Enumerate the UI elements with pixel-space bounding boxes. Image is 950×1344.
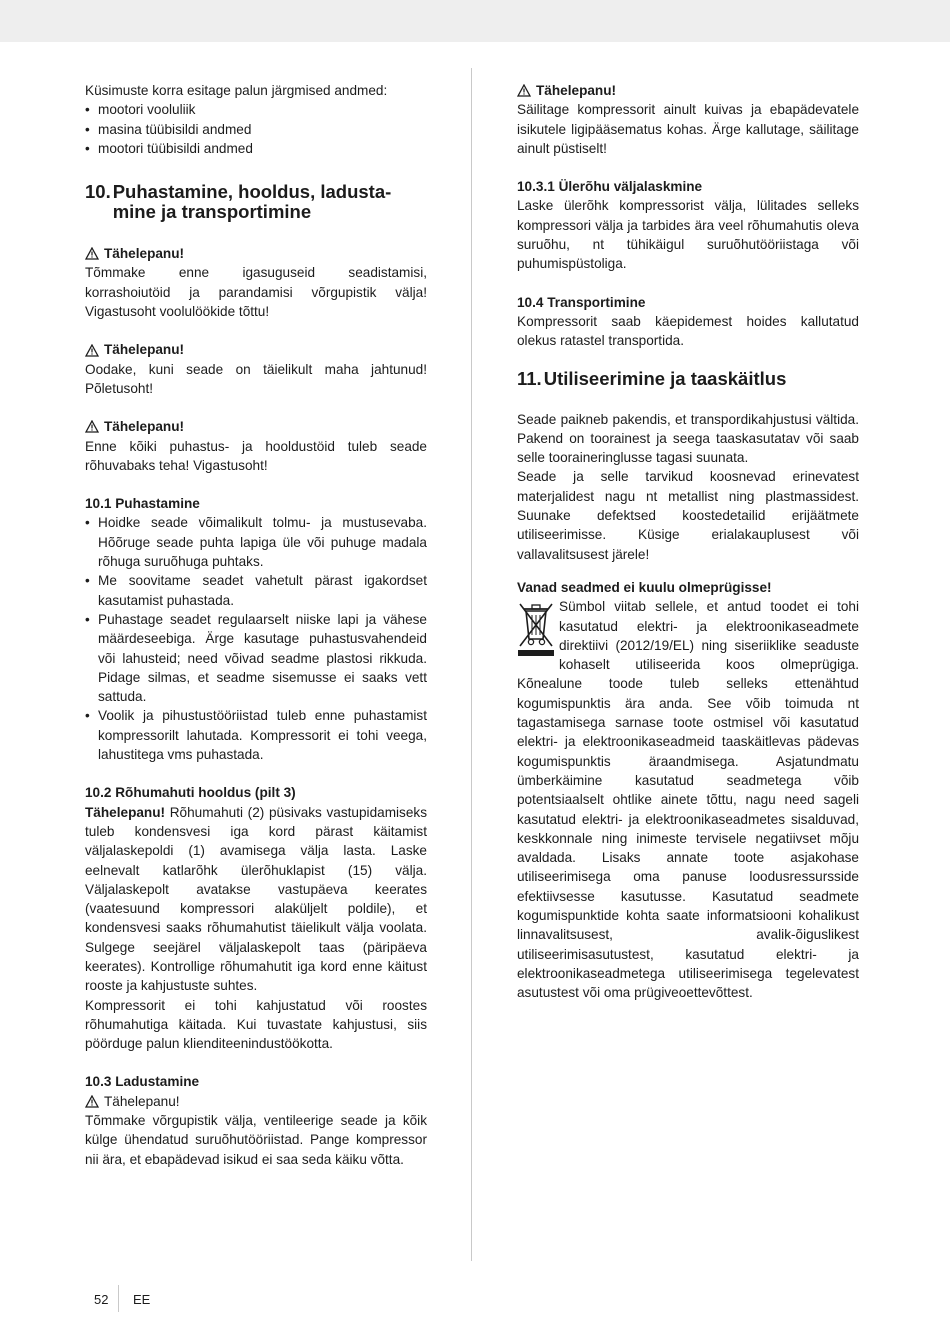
- section-title: Utiliseerimine ja taaskäitlus: [543, 367, 787, 389]
- warning-heading: Tähelepanu!: [85, 1092, 427, 1111]
- storage-text: Tõmmake võrgupistik välja, ventileerige seade ja kõik külge ühendatud suruõhutööriistad. Pange kompressor nii ära, et ebapädevad isikud ei saa seda käiku võtta.: [85, 1113, 427, 1167]
- list-item: • Voolik ja pihustustööriistad tuleb enne puhastamist kompressorilt lahutada. Kompressorit ei tohi veega, lahustitega vms puhastada.: [85, 706, 427, 764]
- right-column: [517, 81, 859, 1002]
- cleaning-list: [85, 513, 427, 764]
- warning-heading: Tähelepanu!: [517, 81, 859, 100]
- section-11-heading: [517, 369, 859, 389]
- list-item: • Hoidke seade võimalikult tolmu- ja mustusevaba. Hõõruge seade puhta lapiga üle või puhuge madala rõhuga suruõhuga puhtaks.: [85, 513, 427, 571]
- subsection-heading: 10.2 Rõhumahuti hooldus (pilt 3): [85, 785, 296, 801]
- warning-heading: Tähelepanu!: [85, 340, 427, 359]
- warning-triangle-icon: [517, 84, 531, 97]
- warning-text: Säilitage kompressorit ainult kuivas ja ebapädevatele isikutele ligipääsematus kohas. Ärge kallutage, säilitage ainult püstiselt!: [517, 102, 859, 156]
- footer-divider: [118, 1285, 119, 1312]
- weee-text: Sümbol viitab sellele, et antud toodet ei tohi kasutatud elektri- ja elektroonikaseadmete direktiivi (2012/19/EL) ning siseriiklike seaduste kohaselt utiliseerida koos olmeprügiga. Kõnealune toode tuleb selleks ettenähtud kogumispunktis ära anda. See võib toimuda nt tagastamisega sarnase toote ostmisel või kasutatud elektri- ja elektroonikaseadmeid taaskäitlevas pädevas kogumispunktis äraandmisega. Asjatundmatu ümberkäimine kasutatud seadmetega võib potentsiaalselt ohtlike ainete tõttu, nagu need sageli kasutatud elektri- ja elektroonikaseadmetes sisalduvad, keskkonnale ning inimeste tervisele negatiivset mõju avaldada. Lisaks annate toote asjakohase utiliseerimisega oma panuse loodusressursside efektiivsesse kasutusse. Kasutatud seadmete kogumispunktide kohta saate informatsiooni kohalikust linnavalitsusest, avalik-õiguslikest utiliseerimisasutustest, kasutatud elektri- ja elektroonikaseadmetega utiliseerimisega tegelevatest asutustest või oma prügiveoettevõttest.: [517, 599, 859, 1001]
- warning-heading: Tähelepanu!: [85, 417, 427, 436]
- warning-heading: Tähelepanu!: [85, 244, 427, 263]
- list-item: • Puhastage seadet regulaarselt niiske lapi ja vähese määrdeseebiga. Ärge kasutage puhastusvahendeid või lahusteid; need võivad seadme plastosi rikkuda. Pidage silmas, et seadme sisemusse ei saaks vett sattuda.: [85, 610, 427, 706]
- left-column: [85, 81, 427, 1169]
- top-band: [0, 0, 950, 42]
- transport-text: Kompressorit saab käepidemest hoides kallutatud olekus ratastel transportida.: [517, 313, 859, 349]
- warning-triangle-icon: [85, 420, 99, 433]
- crossed-out-wheelie-bin-icon: [517, 599, 555, 657]
- column-divider: [471, 68, 472, 1261]
- tank-maintenance-text: Tähelepanu! Rõhumahuti (2) püsivaks vastupidamiseks tuleb kondensvesi iga kord pärast käitamist väljalaskepoldi (1) avamisega välja lasta. Laske eelnevalt katlarõhk ülerõhuklapist (15) välja. Väljalaskepolt avatakse vastupäeva keerates (vaatesuund kompressori alaküljelt poldile), et kondensvesi saaks rõhumahutist täielikult välja voolata. Sulgege seejärel väljalaskepolt taas (päripäeva keerates). Kontrollige rõhumahutit iga kord enne käitust rooste ja kahjustuste suhtes.: [85, 804, 427, 994]
- list-item: • mootori vooluliik: [85, 100, 427, 119]
- intro-list: [85, 100, 427, 158]
- warning-triangle-icon: [85, 1095, 99, 1108]
- subsection-heading: 10.3 Ladustamine: [85, 1074, 200, 1090]
- recycling-text-2: Seade ja selle tarvikud koosnevad erinevatest materjalidest nagu nt metallist ning plastmassidest. Suunake defektsed koostedetailid erijäätmete utiliseerimisse. Küsige erialakauplusest või vallavalitsusest järele!: [517, 469, 859, 562]
- weee-block: [517, 597, 859, 1002]
- pressure-release-text: Laske ülerõhk kompressorist välja, lülitades selleks kompressori välja ja tarbides ära veel rõhumahutis oleva suruõhu, nt tühikäigul suruõhutööriistaga või puhumispüstoliga.: [517, 198, 859, 272]
- intro-text: Küsimuste korra esitage palun järgmised andmed:: [85, 83, 388, 98]
- list-item: • mootori tüübisildi andmed: [85, 139, 427, 158]
- subsection-heading: 10.4 Transportimine: [517, 294, 646, 310]
- list-item: • Me soovitame seadet vahetult pärast igakordset kasutamist puhastada.: [85, 571, 427, 610]
- language-code: EE: [133, 1292, 151, 1307]
- warning-text: Enne kõiki puhastus- ja hooldustöid tuleb seade rõhuvabaks teha! Vigastusoht!: [85, 438, 427, 473]
- section-title: Puhastamine, hooldus, ladusta-mine ja transportimine: [112, 181, 392, 223]
- warning-text: Oodake, kuni seade on täielikult maha jahtunud! Põletusoht!: [85, 361, 427, 396]
- tank-maintenance-text-2: Kompressorit ei tohi kahjustatud või roostes rõhumahutiga käitada. Kui tuvastate kahjustusi, siis pöörduge palun klienditeenindustöökotta.: [85, 997, 427, 1052]
- section-number: 11.: [517, 367, 542, 389]
- subsection-heading: 10.1 Puhastamine: [85, 496, 200, 512]
- subsection-heading: Vanad seadmed ei kuulu olmeprügisse!: [517, 579, 772, 595]
- section-number: 10.: [85, 181, 111, 203]
- subsection-heading: 10.3.1 Ülerõhu väljalaskmine: [517, 179, 703, 195]
- warning-triangle-icon: [85, 247, 99, 260]
- section-10-heading: [85, 182, 427, 222]
- list-item: • masina tüübisildi andmed: [85, 120, 427, 139]
- page-number: 52: [94, 1292, 109, 1307]
- recycling-text: Seade paikneb pakendis, et transpordikahjustusi vältida. Pakend on toorainest ja seega taaskasutatav või saab selle tooraineringlusse tagasi suunata.: [517, 411, 859, 466]
- warning-triangle-icon: [85, 344, 99, 357]
- warning-text: Tõmmake enne igasuguseid seadistamisi, korrashoiutöid ja parandamisi võrgupistik välja! Vigastusoht voolulöökide tõttu!: [85, 265, 427, 320]
